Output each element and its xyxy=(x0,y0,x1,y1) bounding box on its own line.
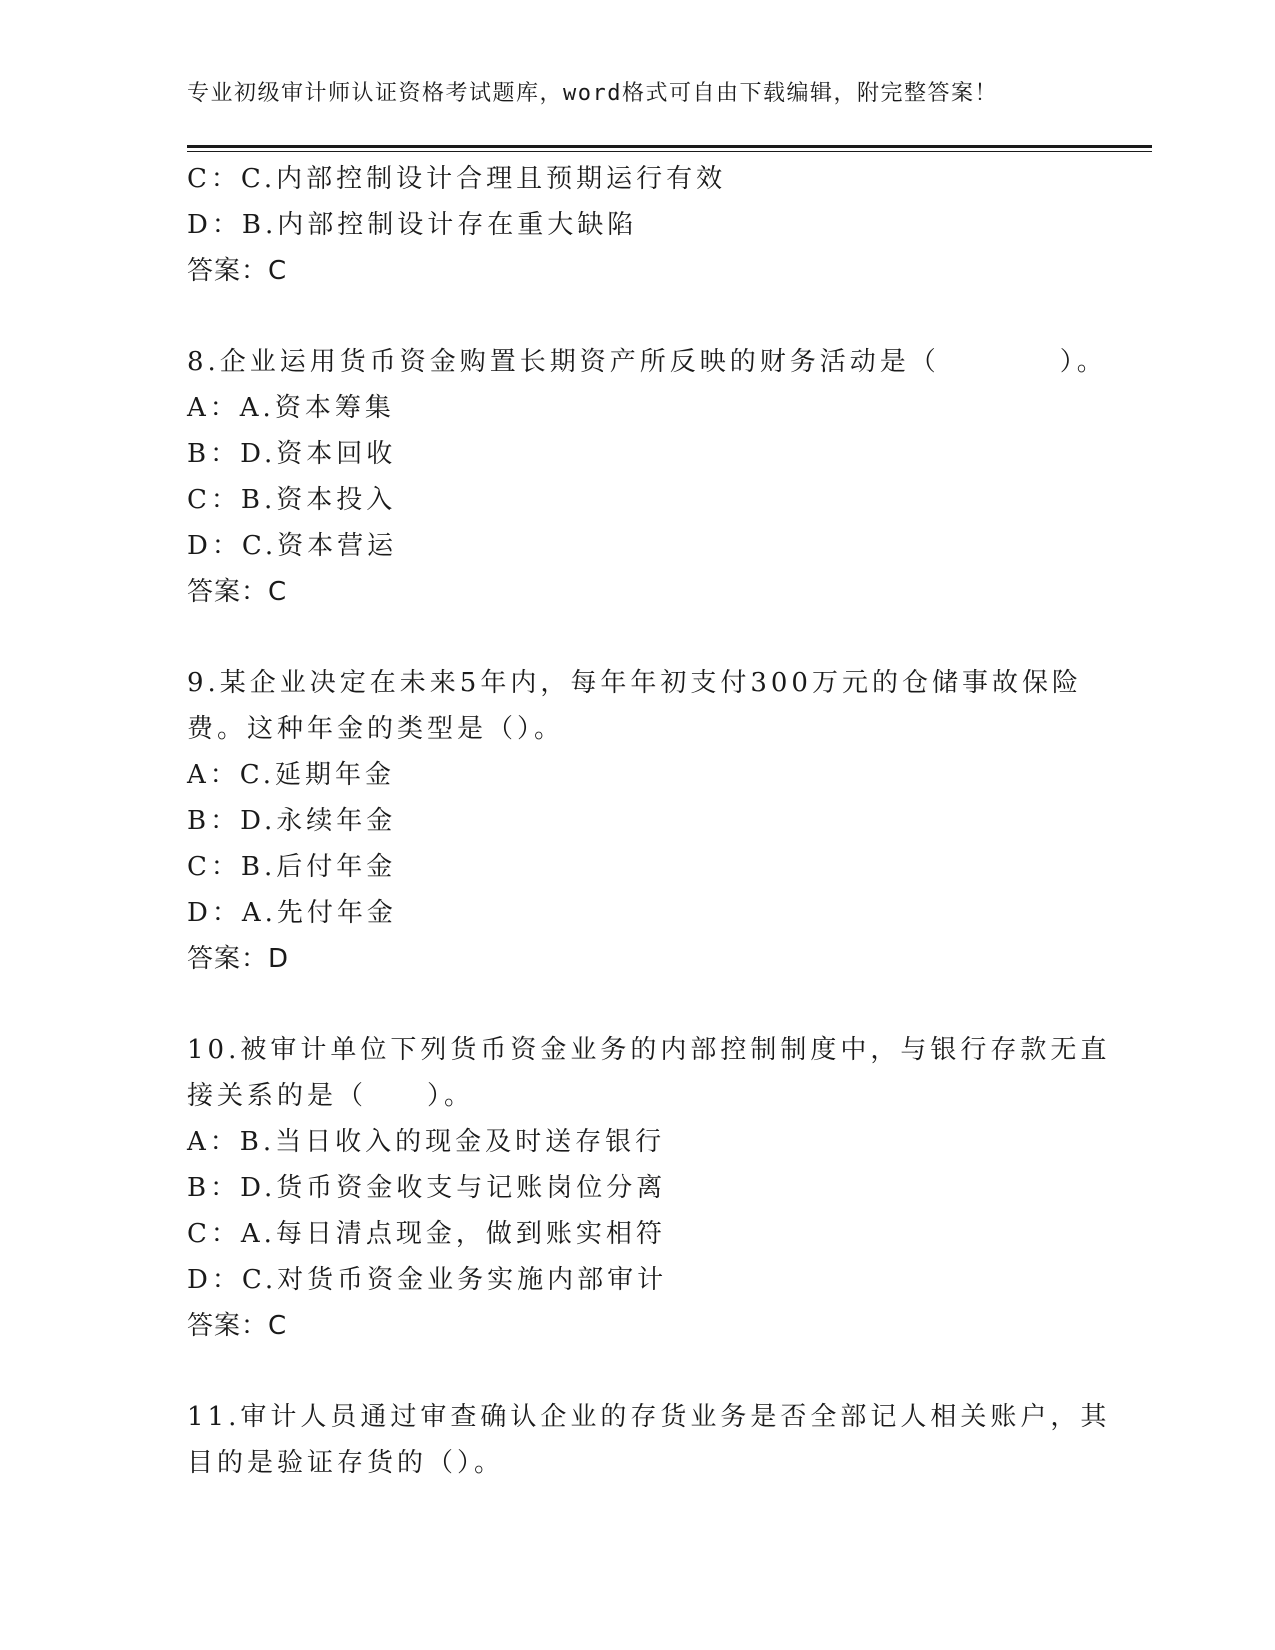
header-rule-thin xyxy=(187,151,1152,152)
option-d: D：C.资本营运 xyxy=(187,531,398,561)
option-c: C：B.资本投入 xyxy=(187,485,397,515)
question-stem-continued: 费。这种年金的类型是（）。 xyxy=(187,714,565,744)
question-10 xyxy=(187,1027,1111,1349)
question-11 xyxy=(187,1394,1111,1486)
question-stem: 11.审计人员通过审查确认企业的存货业务是否全部记人相关账户，其 xyxy=(187,1402,1111,1432)
spacer xyxy=(187,294,1087,339)
prev-question-block xyxy=(187,156,1087,294)
answer-line: 答案：D xyxy=(187,944,290,974)
option-b: B：D.货币资金收支与记账岗位分离 xyxy=(187,1173,667,1203)
question-stem: 10.被审计单位下列货币资金业务的内部控制制度中，与银行存款无直 xyxy=(187,1035,1111,1065)
option-a: A：A.资本筹集 xyxy=(187,393,395,423)
option-d: D：A.先付年金 xyxy=(187,898,397,928)
page-header: 专业初级审计师认证资格考试题库，word格式可自由下载编辑，附完整答案！ xyxy=(187,81,998,106)
answer-line: 答案：C xyxy=(187,1311,288,1341)
spacer xyxy=(187,1349,1087,1394)
spacer xyxy=(187,615,1087,660)
option-c: C：B.后付年金 xyxy=(187,852,397,882)
question-9 xyxy=(187,660,1087,982)
question-8 xyxy=(187,339,1107,615)
option-a: A：B.当日收入的现金及时送存银行 xyxy=(187,1127,666,1157)
option-b: B：D.资本回收 xyxy=(187,439,397,469)
option-a: A：C.延期年金 xyxy=(187,760,396,790)
option-c: C：C.内部控制设计合理且预期运行有效 xyxy=(187,164,727,194)
spacer xyxy=(187,982,1087,1027)
option-d: D：C.对货币资金业务实施内部审计 xyxy=(187,1265,668,1295)
answer-line: 答案：C xyxy=(187,577,288,607)
option-d: D：B.内部控制设计存在重大缺陷 xyxy=(187,210,638,240)
question-stem-continued: 目的是验证存货的（）。 xyxy=(187,1448,505,1478)
option-c: C：A.每日清点现金，做到账实相符 xyxy=(187,1219,666,1249)
option-b: B：D.永续年金 xyxy=(187,806,397,836)
answer-line: 答案：C xyxy=(187,256,288,286)
question-stem: 9.某企业决定在未来5年内，每年年初支付300万元的仓储事故保险 xyxy=(187,668,1082,698)
question-stem: 8.企业运用货币资金购置长期资产所反映的财务活动是（ ）。 xyxy=(187,347,1107,377)
header-rule-thick xyxy=(187,145,1152,148)
question-stem-continued: 接关系的是（ ）。 xyxy=(187,1081,475,1111)
question-content xyxy=(187,156,1111,1486)
